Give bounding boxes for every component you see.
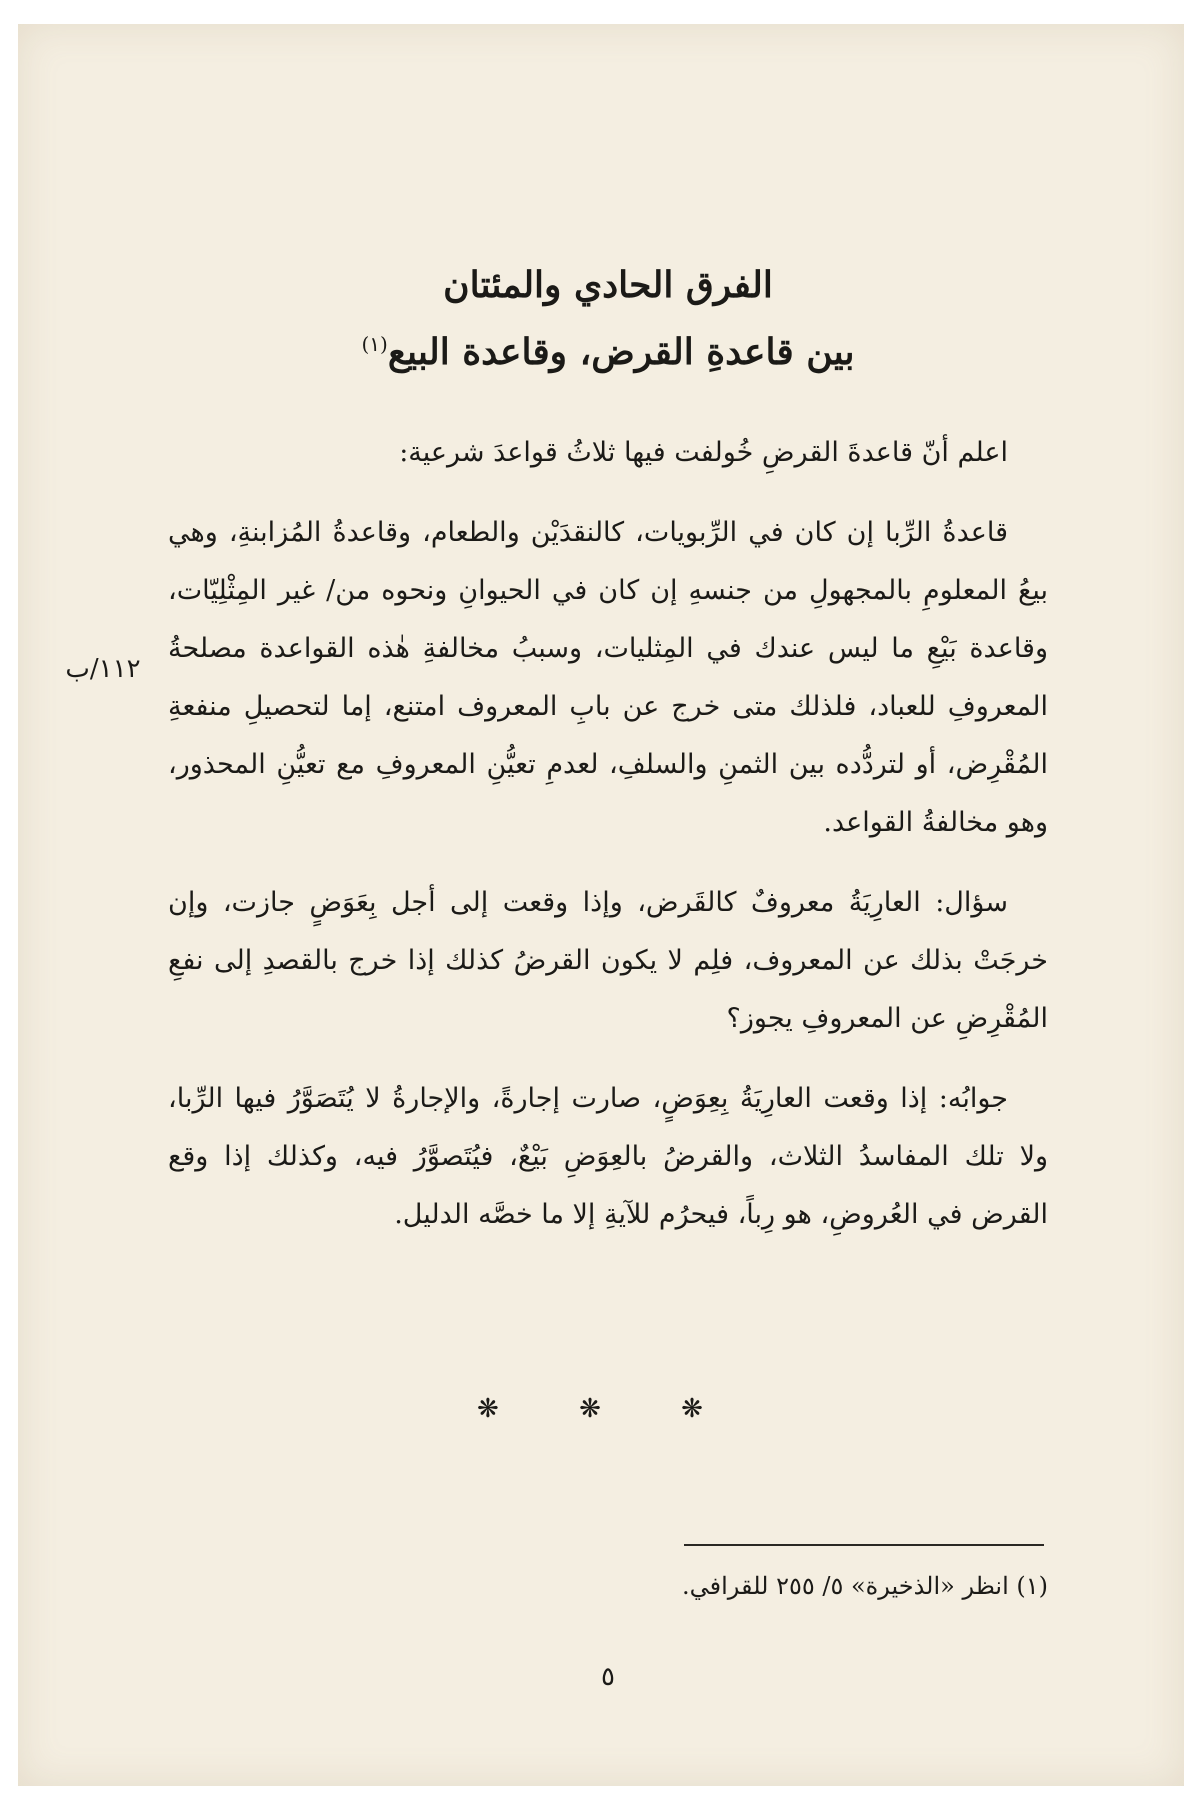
chapter-title: الفرق الحادي والمئتان — [443, 264, 773, 306]
chapter-subtitle — [168, 331, 1048, 373]
paragraph-answer: جوابُه: إذا وقعت العارِيَةُ بِعِوَضٍ، صارت إجارةً، والإجارةُ لا يُتَصَوَّرُ فيها الرِّبا، ولا تلك المفاسدُ الثلاث، والقرضُ بالعِوَضِ بَيْعٌ، فيُتَصوَّرُ فيه، وكذلك إذا وقع القرض في العُروضِ، هو رِباً، فيحرُم للآيةِ إلا ما خصَّه الدليل. — [168, 1083, 1049, 1230]
margin-folio-note: ١١٢/ب — [65, 654, 141, 684]
footnote-reference: (١) — [361, 332, 388, 356]
footnote: (١) انظر «الذخيرة» ٥/ ٢٥٥ للقرافي. — [682, 1572, 1048, 1600]
chapter-subtitle-text: بين قاعدةِ القرض، وقاعدة البيع — [387, 331, 855, 373]
paragraph-rules: قاعدةُ الرِّبا إن كان في الرِّبويات، كالنقدَيْن والطعام، وقاعدةُ المُزابنةِ، وهي بيعُ المعلومِ بالمجهولِ من جنسهِ إن كان في الحيوانِ ونحوه من/ غير المِثْلِيّات، وقاعدة بَيْعِ ما ليس عندك في المِثليات، وسببُ مخالفةِ هٰذه القواعدة مصلحةُ المعروفِ للعباد، فلذلك متى خرج عن بابِ المعروف امتنع، إما لتحصيلِ منفعةِ المُقْرِض، أو لتردُّده بين الثمنِ والسلفِ، لعدمِ تعيُّنِ المعروفِ مع تعيُّنِ المحذور، وهو مخالفةُ القواعد. — [168, 517, 1048, 838]
paragraph-intro: اعلم أنّ قاعدةَ القرضِ خُولفت فيها ثلاثُ قواعدَ شرعية: — [399, 437, 1008, 468]
paragraph-question: سؤال: العارِيَةُ معروفٌ كالقَرض، وإذا وقعت إلى أجل بِعَوَضٍ جازت، وإن خرجَتْ بذلك عن المعروف، فلِم لا يكون القرضُ كذلك إذا خرج بالقصدِ إلى نفعِ المُقْرِضِ عن المعروفِ يجوز؟ — [168, 887, 1048, 1034]
book-page — [18, 24, 1184, 1786]
section-separator: ❋ ❋ ❋ — [477, 1394, 739, 1424]
footnote-divider — [684, 1544, 1044, 1546]
body-text — [168, 424, 1048, 1266]
page-number: ٥ — [601, 1662, 615, 1692]
